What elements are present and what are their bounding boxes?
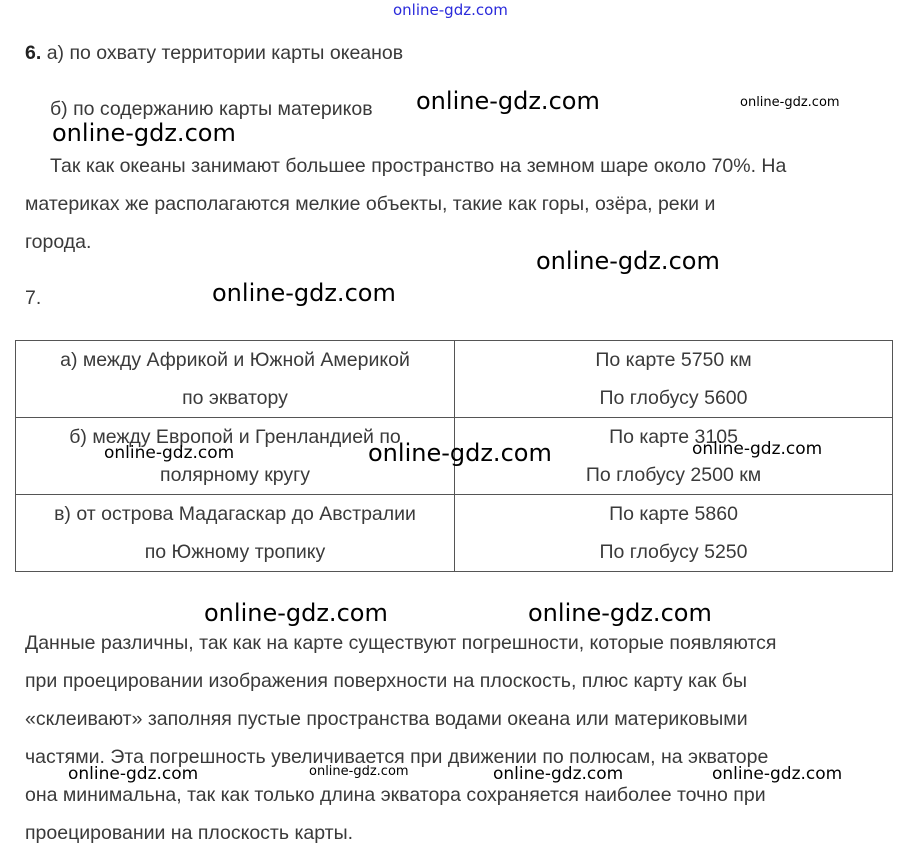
table-cell-distance: По карте 5860 По глобусу 5250 <box>455 495 893 572</box>
table-cell-route: а) между Африкой и Южной Америкой по экватору <box>16 341 455 418</box>
task7-para-line: Данные различны, так как на карте существуют погрешности, которые появляются <box>25 632 777 654</box>
table-row <box>16 495 893 572</box>
task6-answer-b: б) по содержанию карты материков <box>50 98 373 120</box>
task7-number: 7. <box>25 287 42 309</box>
task7-para-line: частями. Эта погрешность увеличивается при движении по полюсам, на экваторе <box>25 746 769 768</box>
table-row <box>16 341 893 418</box>
watermark: online-gdz.com <box>493 764 624 784</box>
task7-para-line: при проецировании изображения поверхности на плоскость, плюс карту как бы <box>25 670 747 692</box>
table-cell-distance: По карте 3105 По глобусу 2500 км <box>455 418 893 495</box>
task7-para-line: она минимальна, так как только длина экватора сохраняется наиболее точно при <box>25 784 766 806</box>
task6-para-line: Так как океаны занимают большее пространство на земном шаре около 70%. На <box>50 155 787 177</box>
watermark: online-gdz.com <box>368 439 552 467</box>
watermark: online-gdz.com <box>536 247 720 275</box>
table-cell-route: б) между Европой и Гренландией по полярному кругу <box>16 418 455 495</box>
table-cell-distance: По карте 5750 км По глобусу 5600 <box>455 341 893 418</box>
table-cell-route: в) от острова Мадагаскар до Австралии по Южному тропику <box>16 495 455 572</box>
task6-answer-a: а) по охвату территории карты океанов <box>46 42 404 64</box>
task7-para-line: «склеивают» заполняя пустые пространства водами океана или материковыми <box>25 708 748 730</box>
task6-number: 6. <box>25 42 42 64</box>
watermark: online-gdz.com <box>212 279 396 307</box>
watermark: online-gdz.com <box>52 119 236 147</box>
watermark: online-gdz.com <box>692 439 823 459</box>
task6-para-line: материках же располагаются мелкие объекты, такие как горы, озёра, реки и <box>25 193 716 215</box>
task7-para-line: проецировании на плоскость карты. <box>25 822 354 844</box>
watermark: online-gdz.com <box>712 764 843 784</box>
watermark: online-gdz.com <box>528 599 712 627</box>
watermark: online-gdz.com <box>416 87 600 115</box>
watermark: online-gdz.com <box>68 764 199 784</box>
watermark: online-gdz.com <box>204 599 388 627</box>
task6-line-a <box>25 42 403 65</box>
task6-para-line: города. <box>25 231 92 253</box>
watermark-top: online-gdz.com <box>393 1 508 19</box>
watermark: online-gdz.com <box>104 443 235 463</box>
watermark: online-gdz.com <box>740 95 840 110</box>
watermark: online-gdz.com <box>309 764 409 779</box>
